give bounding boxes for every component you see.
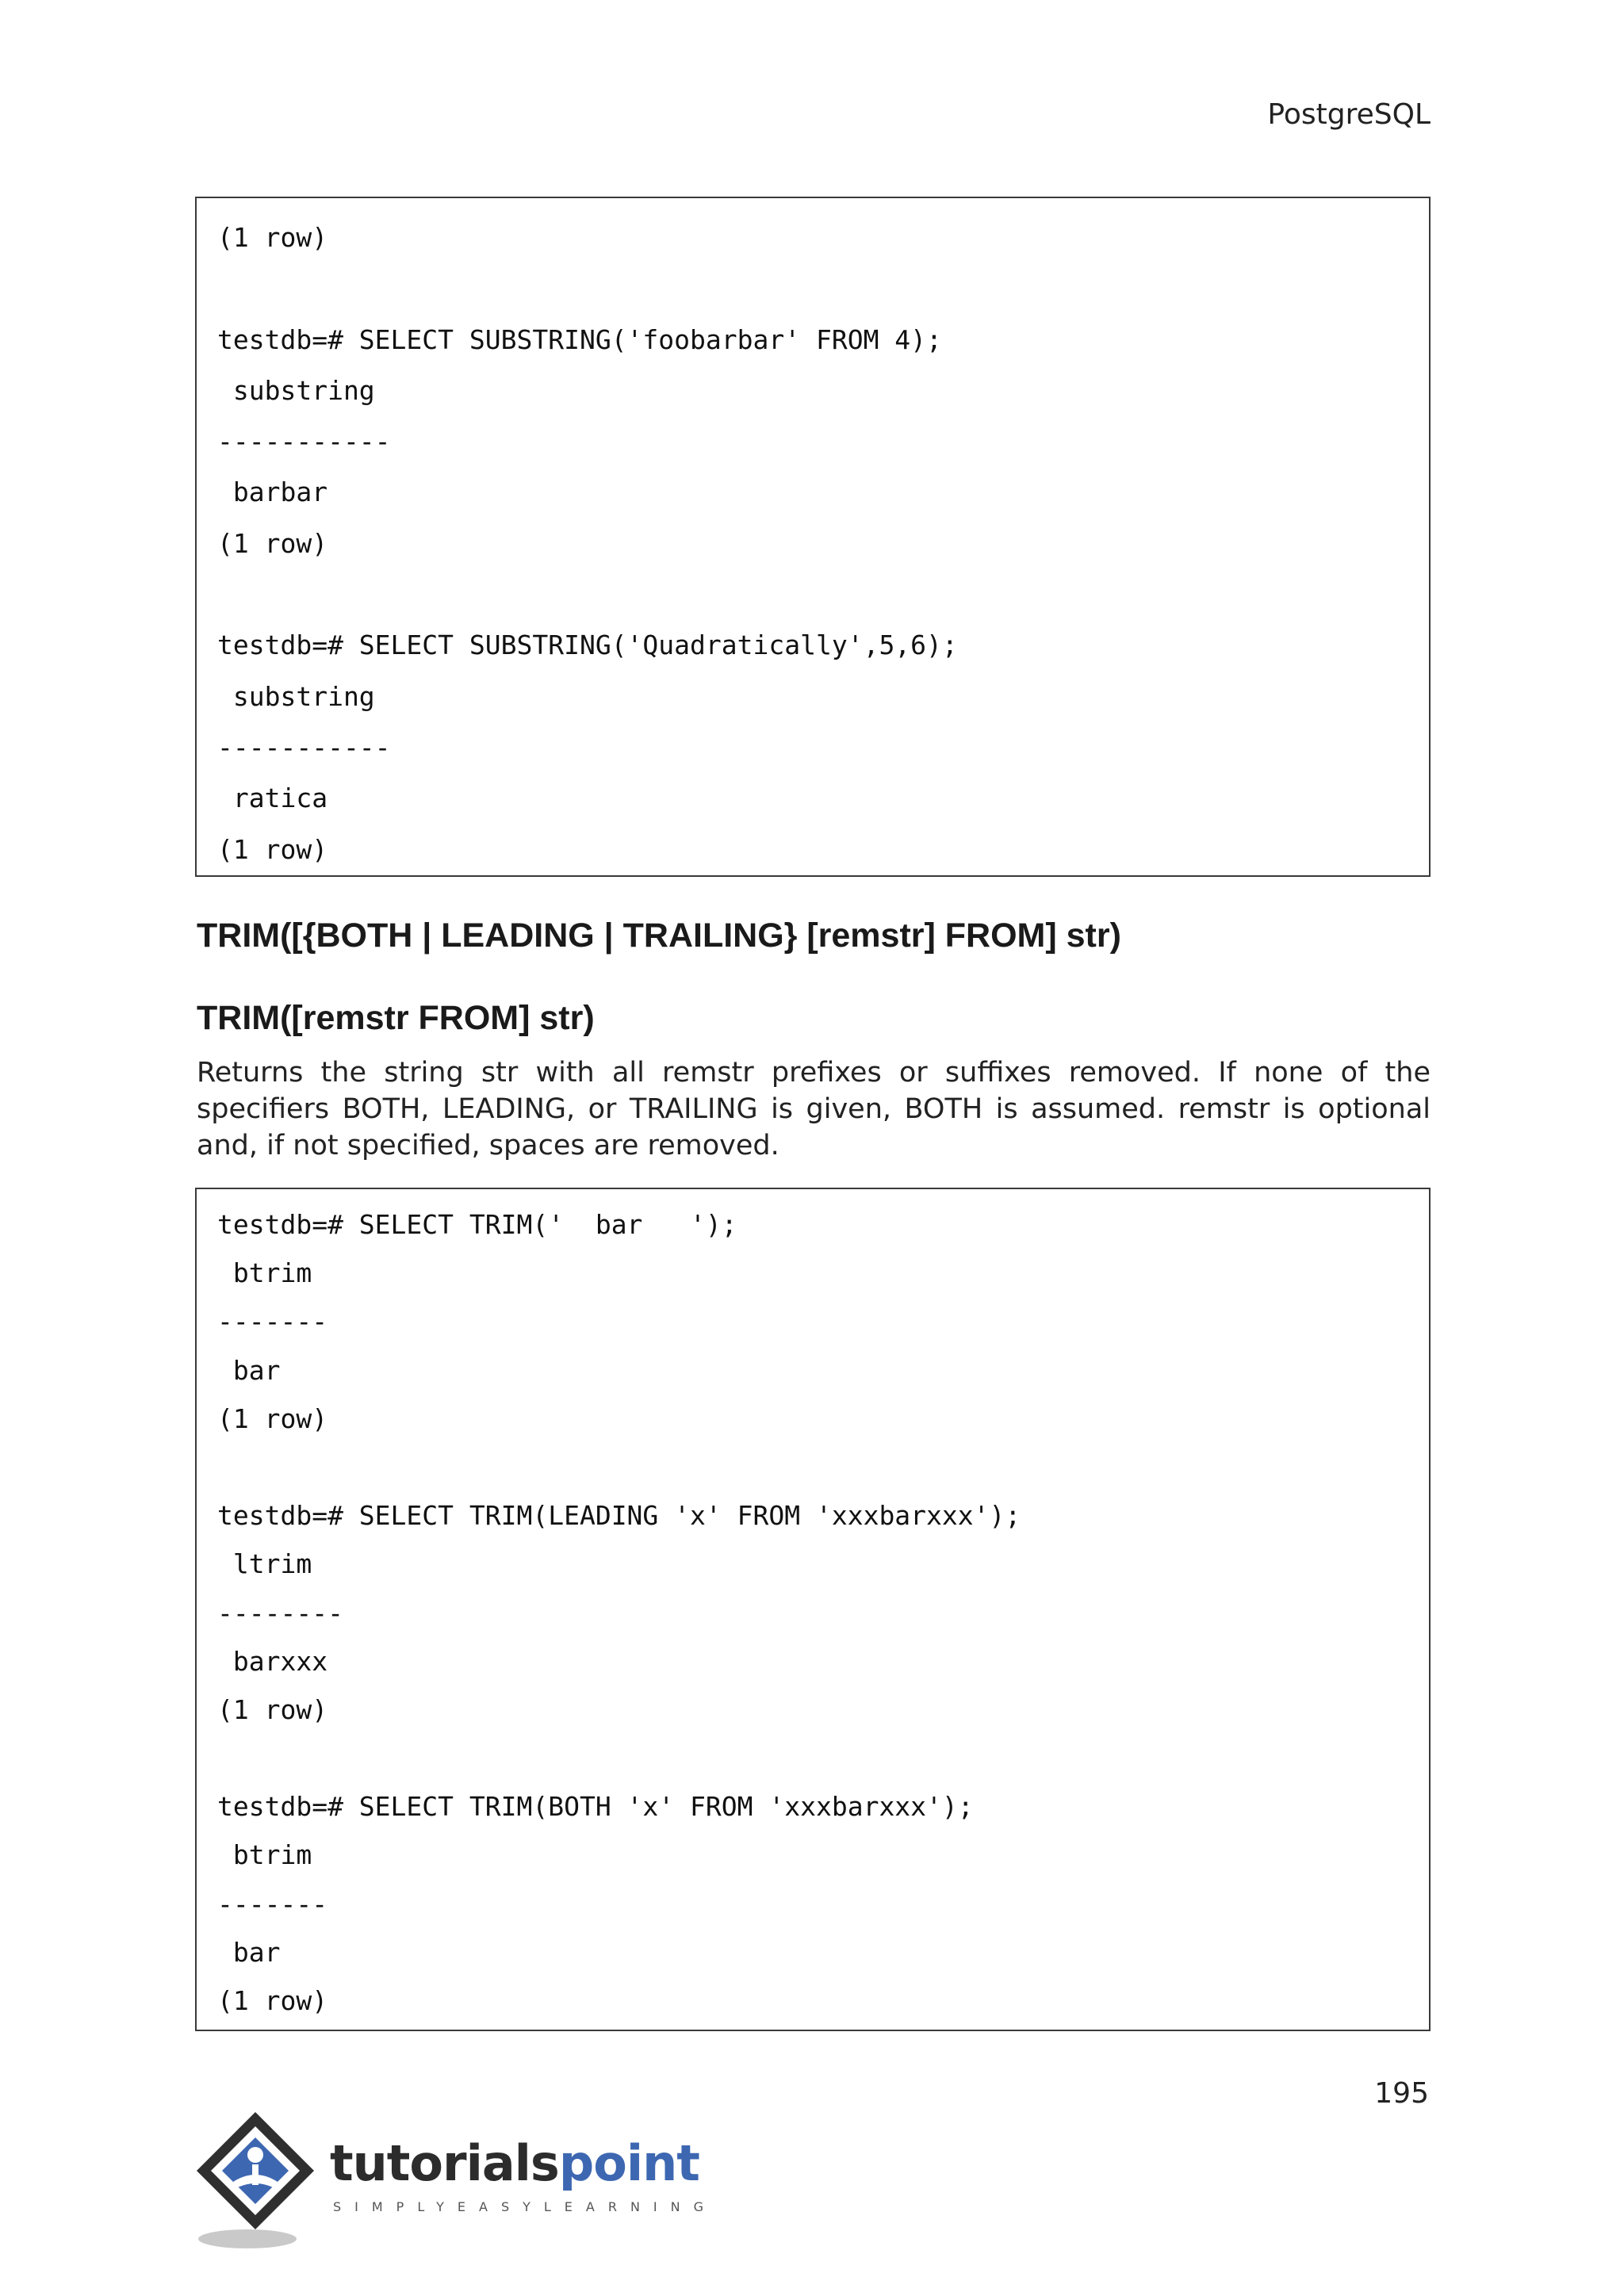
tutorialspoint-emblem-icon [193,2106,328,2256]
page-number: 195 [1374,2077,1429,2110]
logo-wordmark [330,2134,699,2192]
code-line [217,569,1408,620]
section-heading-trim-short: TRIM([remstr FROM] str) [197,999,595,1037]
code-line: ratica [217,783,328,814]
code-line: ----------- [217,426,391,457]
code-block-trim [195,1188,1431,2031]
code-line: btrim [217,1257,312,1289]
code-line: bar [217,1936,281,1968]
code-line: (1 row) [217,527,328,559]
code-line: testdb=# SELECT TRIM(' bar '); [217,1209,737,1240]
code-line: btrim [217,1839,312,1871]
logo-word-point: point [558,2134,699,2192]
code-line: (1 row) [217,1985,328,2016]
code-line: (1 row) [217,1693,328,1725]
code-line: ltrim [217,1548,312,1580]
code-line: barbar [217,476,328,508]
code-block-substring [195,197,1431,877]
tutorialspoint-logo [193,2106,718,2256]
code-line: testdb=# SELECT TRIM(LEADING 'x' FROM 'xxxbarxxx'); [217,1500,1021,1532]
code-line: ----------- [217,731,391,763]
code-line [217,263,1408,314]
code-line: (1 row) [217,833,328,865]
section-heading-trim-full: TRIM([{BOTH | LEADING | TRAILING} [remstr] FROM] str) [197,916,1121,955]
code-line: barxxx [217,1645,328,1677]
code-line [217,1734,1408,1782]
code-line: testdb=# SELECT SUBSTRING('foobarbar' FROM 4); [217,323,942,355]
code-line: bar [217,1354,281,1386]
logo-tagline: SIMPLYEASYLEARNING [333,2199,718,2214]
logo-word-tutorials: tutorials [330,2134,559,2192]
code-line: (1 row) [217,222,328,253]
code-line: testdb=# SELECT TRIM(BOTH 'x' FROM 'xxxbarxxx'); [217,1791,974,1823]
code-line: ------- [217,1306,328,1337]
running-header: PostgreSQL [1267,98,1431,131]
code-line: substring [217,374,375,406]
code-line: ------- [217,1888,328,1919]
trim-description: Returns the string str with all remstr prefixes or suffixes removed. If none of the specifiers BOTH, LEADING, or TRAILING is given, BOTH is assumed. remstr is optional and, if not specified, spaces are removed. [197,1057,1431,1161]
code-line: substring [217,680,375,712]
code-line: testdb=# SELECT SUBSTRING('Quadratically',5,6); [217,629,958,661]
code-line [217,1443,1408,1491]
code-line: -------- [217,1597,343,1628]
code-line: (1 row) [217,1402,328,1434]
